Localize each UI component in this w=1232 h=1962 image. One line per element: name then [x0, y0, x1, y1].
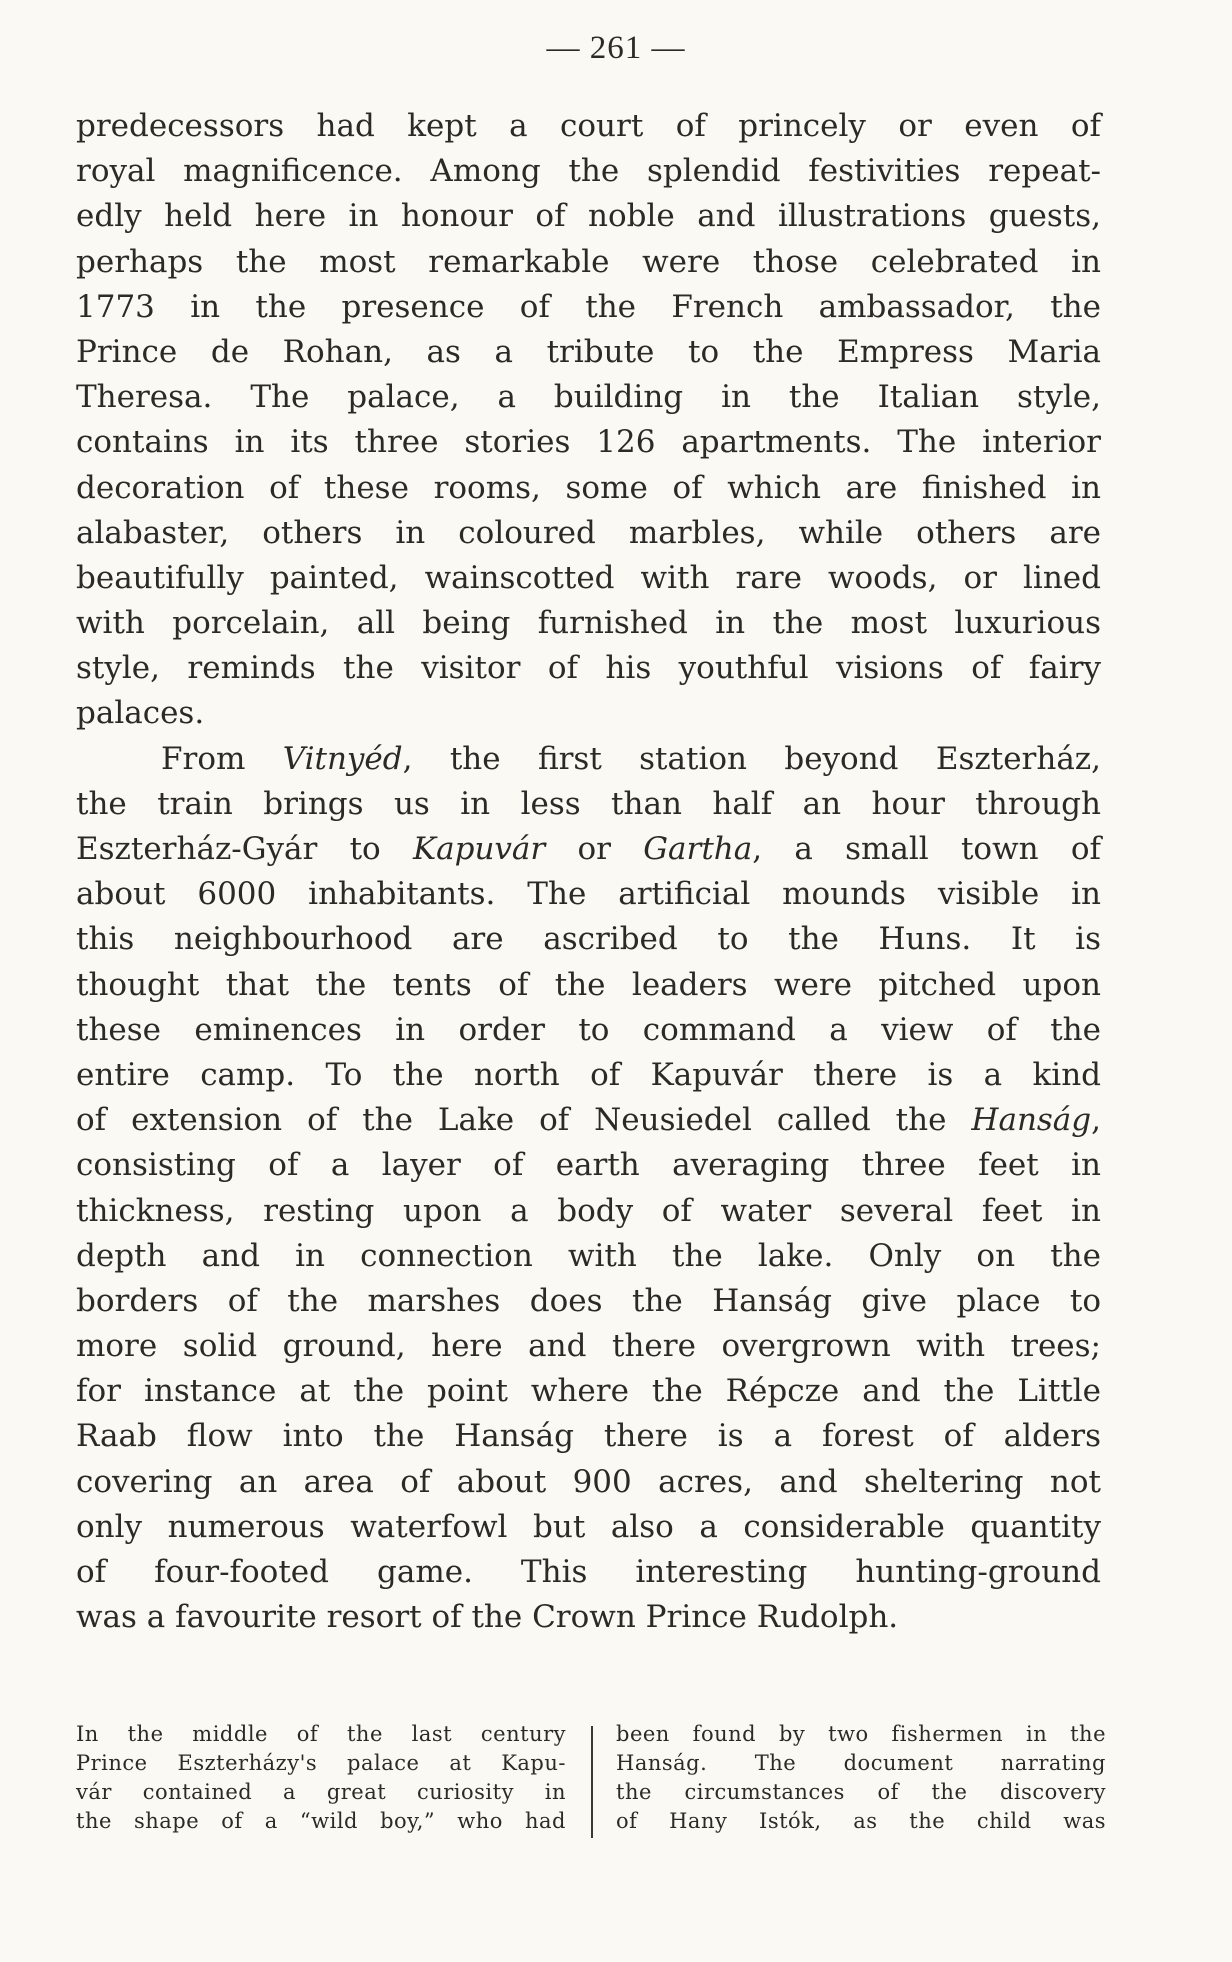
text-line: was a favourite resort of the Crown Prince Rudolph. [76, 1599, 899, 1636]
text-fragment: , a small town of [752, 831, 1101, 867]
footnote-line: In the middle of the last century [76, 1722, 566, 1746]
place-name-hansag: Hanság [971, 1102, 1092, 1139]
text-line: covering an area of about 900 acres, and sheltering not [76, 1463, 1101, 1500]
text-line: with porcelain, all being furnished in the most luxurious [76, 605, 1101, 642]
text-fragment: From [161, 740, 283, 777]
text-line: borders of the marshes does the Hanság give place to [76, 1282, 1101, 1319]
footnote-divider [591, 1726, 593, 1838]
text-line: about 6000 inhabitants. The artificial mounds visible in [76, 876, 1101, 913]
text-line: these eminences in order to command a view of the [76, 1011, 1101, 1048]
footnote-line: the circumstances of the discovery [616, 1780, 1106, 1804]
text-line: palaces. [76, 695, 205, 732]
text-line: thought that the tents of the leaders were pitched upon [76, 966, 1101, 1003]
text-line: contains in its three stories 126 apartments. The interior [76, 424, 1101, 461]
text-line: alabaster, others in coloured marbles, while others are [76, 514, 1101, 551]
footnote-line: Hanság. The document narrating [616, 1751, 1106, 1775]
text-line: decoration of these rooms, some of which are finished in [76, 469, 1101, 506]
text-fragment: or [545, 831, 644, 867]
text-line: style, reminds the visitor of his youthful visions of fairy [76, 650, 1101, 687]
text-line: the train brings us in less than half an hour through [76, 785, 1101, 822]
text-line [76, 1098, 1101, 1143]
place-name-vitnyed: Vitnyéd [282, 740, 403, 777]
text-line: only numerous waterfowl but also a considerable quantity [76, 1508, 1101, 1545]
text-line: 1773 in the presence of the French ambassador, the [76, 288, 1101, 325]
text-line [76, 827, 1101, 872]
footnote-column-right [616, 1720, 1106, 1836]
text-fragment: of extension of the Lake of Neusiedel called the [76, 1102, 972, 1139]
footnote-line: been found by two fishermen in the [616, 1722, 1106, 1746]
text-line: depth and in connection with the lake. Only on the [76, 1237, 1101, 1274]
text-line: royal magnificence. Among the splendid festivities repeat- [76, 153, 1101, 190]
text-fragment: , [1091, 1102, 1101, 1139]
place-name-gartha: Gartha [643, 831, 753, 867]
text-line: Prince de Rohan, as a tribute to the Empress Maria [76, 333, 1101, 370]
text-line: predecessors had kept a court of princely or even of [76, 108, 1101, 144]
text-line [76, 737, 1101, 782]
page-number: — 261 — [546, 30, 686, 66]
text-line: Theresa. The palace, a building in the Italian style, [76, 379, 1101, 416]
text-line: beautifully painted, wainscotted with rare woods, or lined [76, 559, 1101, 596]
footnote-line: vár contained a great curiosity in [76, 1780, 566, 1804]
text-fragment: , the first station beyond Eszterház, [402, 740, 1101, 777]
footnote-line: Prince Eszterházy's palace at Kapu- [76, 1751, 566, 1775]
text-line: Raab flow into the Hanság there is a forest of alders [76, 1418, 1101, 1455]
text-line: thickness, resting upon a body of water several feet in [76, 1192, 1101, 1229]
text-fragment: Eszterház-Gyár to [76, 831, 413, 867]
text-line: more solid ground, here and there overgrown with trees; [76, 1328, 1101, 1365]
text-line: this neighbourhood are ascribed to the Huns. It is [76, 921, 1101, 958]
text-line: edly held here in honour of noble and illustrations guests, [76, 198, 1101, 235]
text-line: of four-footed game. This interesting hunting-ground [76, 1554, 1101, 1590]
footnote-line: the shape of a “wild boy,” who had [76, 1809, 566, 1833]
place-name-kapuvar: Kapuvár [412, 831, 546, 867]
footnote-line: of Hany Istók, as the child was [616, 1809, 1106, 1833]
text-line: entire camp. To the north of Kapuvár there is a kind [76, 1056, 1101, 1093]
footnote-column-left [76, 1720, 566, 1836]
text-line: perhaps the most remarkable were those celebrated in [76, 243, 1101, 280]
footnotes [76, 1720, 1106, 1840]
text-line: for instance at the point where the Répcze and the Little [76, 1373, 1101, 1410]
main-text [76, 104, 1101, 1640]
text-line: consisting of a layer of earth averaging three feet in [76, 1147, 1101, 1184]
